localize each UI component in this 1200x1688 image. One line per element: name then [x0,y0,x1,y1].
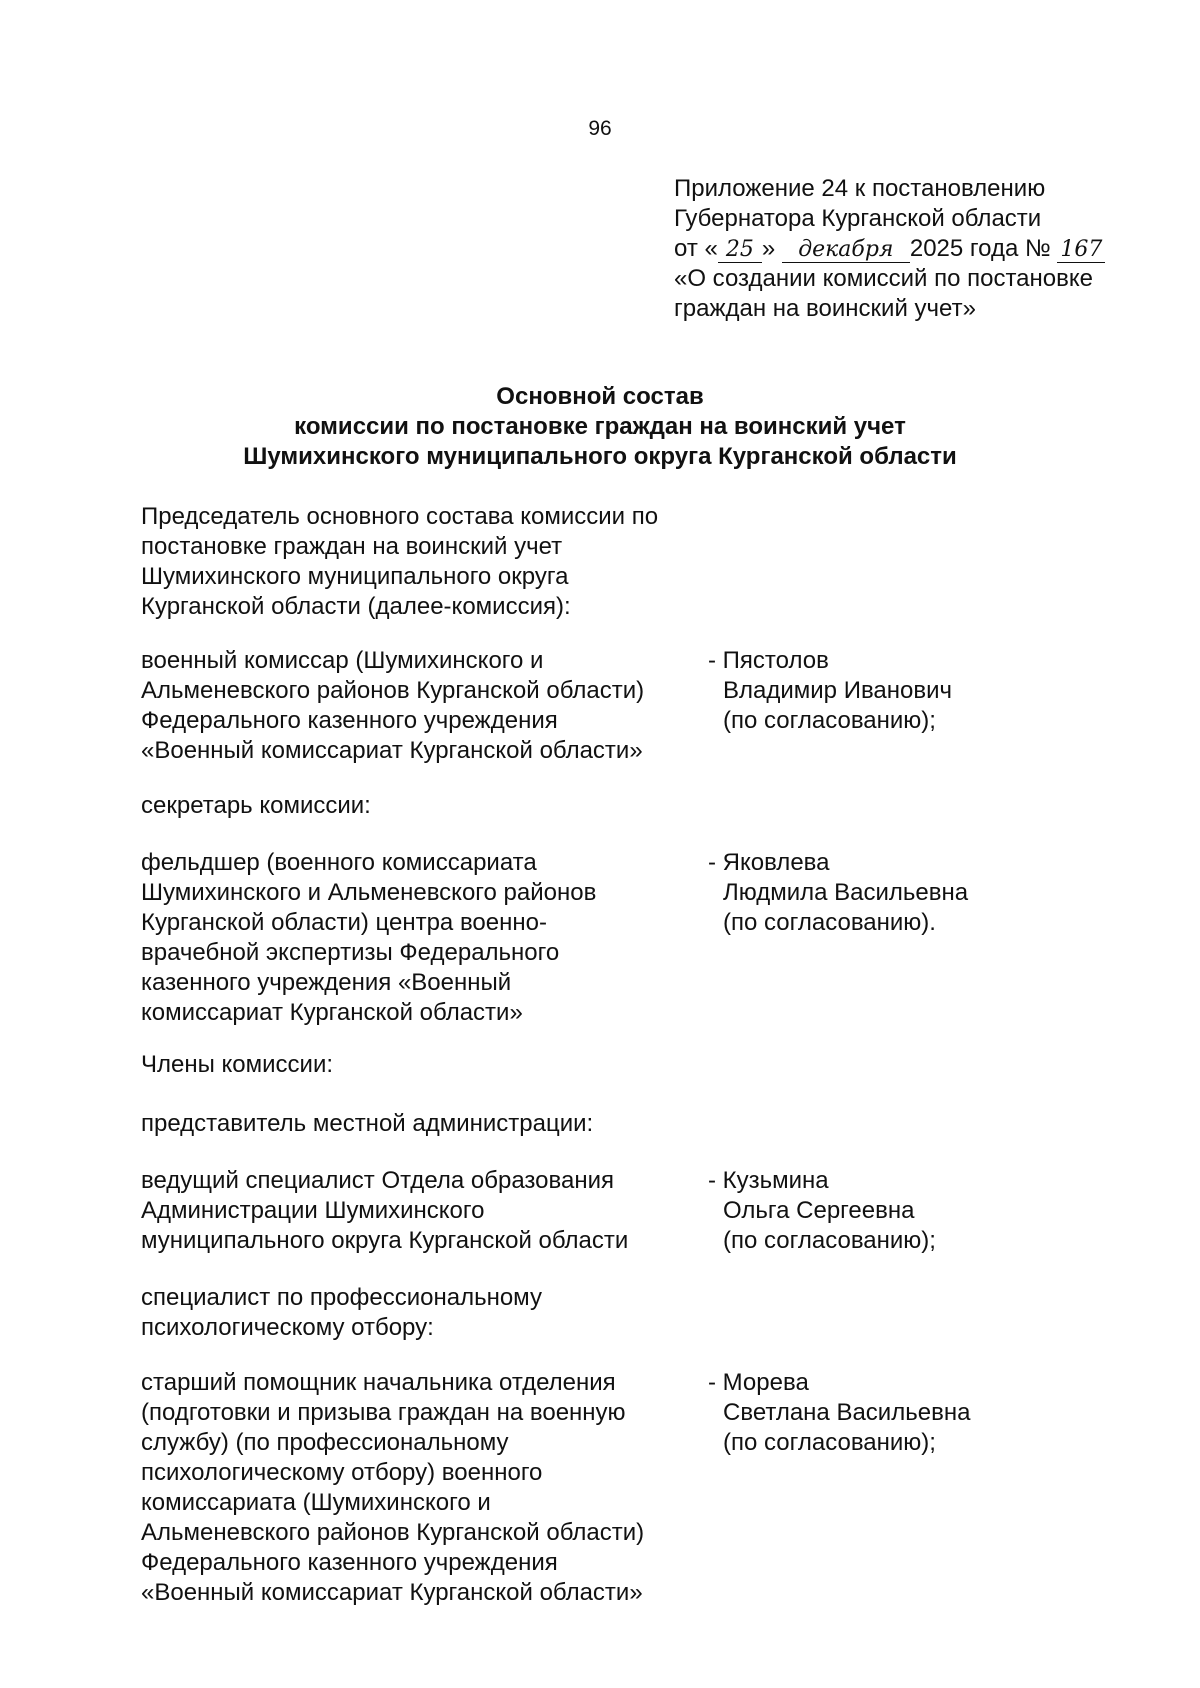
secretary-name [708,848,1108,938]
name-line: Владимир Иванович [723,677,953,704]
position-line: врачебной экспертизы Федерального [141,939,560,966]
name-line: (по согласованию); [723,1227,936,1254]
chairman-heading-line: Курганской области (далее-комиссия): [141,593,571,620]
position-line: комиссариат Курганской области» [141,999,523,1026]
handwritten-day: 25 [718,238,762,263]
chairman-heading-line: постановке граждан на воинский учет [141,533,563,560]
name-line: Людмила Васильевна [723,879,969,906]
chairman-heading-line: Председатель основного состава комиссии по [141,503,659,530]
appendix-line-5: граждан на воинский учет» [674,295,976,322]
title-line-2: комиссии по постановке граждан на воинский учет [294,413,906,440]
date-mid: » [761,235,782,262]
position-line: Федерального казенного учреждения [141,707,558,734]
appendix-line-4: «О создании комиссий по постановке [674,265,1093,292]
chairman-position [141,646,701,766]
handwritten-number: 167 [1057,238,1105,263]
title-line-1: Основной состав [496,383,704,410]
position-line: ведущий специалист Отдела образования [141,1167,614,1194]
appendix-date-line [674,234,1154,264]
name-line: - Пястолов [708,647,829,674]
position-line: казенного учреждения «Военный [141,969,512,996]
admin-heading-line: представитель местной администрации: [141,1110,594,1137]
name-line: (по согласованию); [723,1429,936,1456]
position-line: «Военный комиссариат Курганской области» [141,737,643,764]
name-line: - Яковлева [708,849,830,876]
position-line: Шумихинского и Альменевского районов [141,879,597,906]
position-line: Администрации Шумихинского [141,1197,485,1224]
name-line: Светлана Васильевна [723,1399,971,1426]
members-heading-line: Члены комиссии: [141,1051,334,1078]
position-line: старший помощник начальника отделения [141,1369,616,1396]
date-prefix: от « [674,235,718,262]
position-line: Альменевского районов Курганской области) [141,677,645,704]
psych-heading-line: психологическому отбору: [141,1314,434,1341]
secretary-heading-line: секретарь комиссии: [141,792,371,819]
page-number: 96 [588,117,612,140]
position-line: психологическому отбору) военного [141,1459,543,1486]
handwritten-month: декабря [782,238,910,263]
name-line: Ольга Сергеевна [723,1197,915,1224]
secretary-position [141,848,701,1028]
position-line: Альменевского районов Курганской области) [141,1519,645,1546]
position-line: службу) (по профессиональному [141,1429,509,1456]
position-line: «Военный комиссариат Курганской области» [141,1579,643,1606]
name-line: - Кузьмина [708,1167,829,1194]
position-line: Курганской области) центра военно- [141,909,547,936]
chairman-heading-line: Шумихинского муниципального округа [141,563,569,590]
position-line: муниципального округа Курганской области [141,1227,629,1254]
position-line: (подготовки и призыва граждан на военную [141,1399,626,1426]
psych-name [708,1368,1108,1458]
admin-position [141,1166,701,1256]
name-line: - Морева [708,1369,809,1396]
date-year-text: 2025 года № [909,235,1058,262]
admin-name [708,1166,1108,1256]
name-line: (по согласованию); [723,707,936,734]
psych-position [141,1368,701,1608]
title-line-3: Шумихинского муниципального округа Курганской области [243,443,957,470]
appendix-line-1: Приложение 24 к постановлению [674,175,1046,202]
chairman-name [708,646,1108,736]
document-title [0,382,1200,472]
position-line: Федерального казенного учреждения [141,1549,558,1576]
psych-heading-line: специалист по профессиональному [141,1284,542,1311]
appendix-header [674,174,1154,324]
name-line: (по согласованию). [723,909,936,936]
position-line: фельдшер (военного комиссариата [141,849,537,876]
position-line: комиссариата (Шумихинского и [141,1489,491,1516]
appendix-line-2: Губернатора Курганской области [674,205,1042,232]
position-line: военный комиссар (Шумихинского и [141,647,544,674]
